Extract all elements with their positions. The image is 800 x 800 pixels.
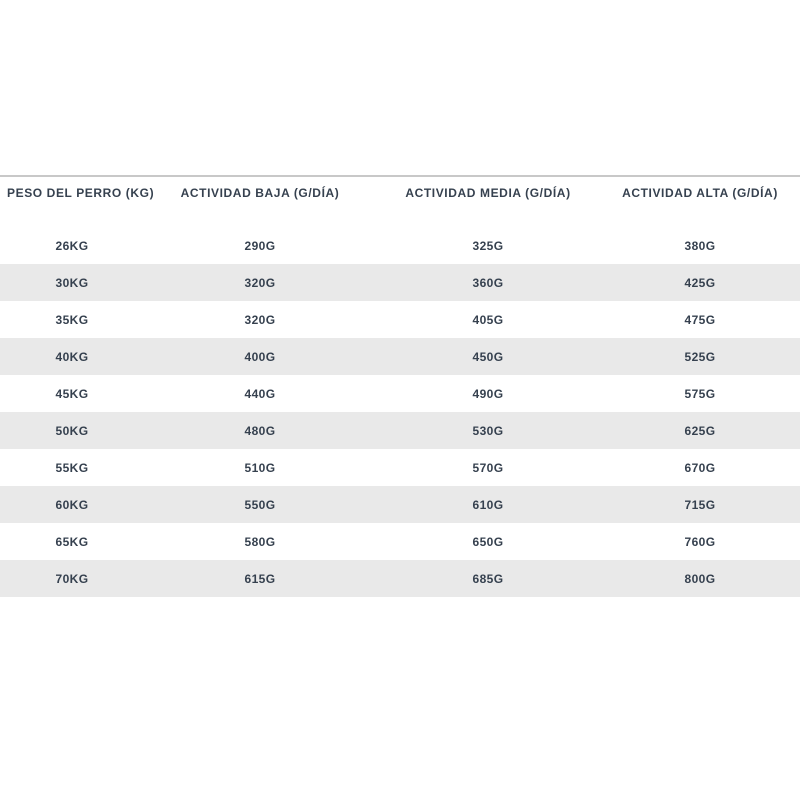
feeding-guide-table-container [0, 175, 800, 597]
table-cell: 670G [600, 449, 800, 486]
table-cell: 320G [144, 301, 376, 338]
header-cell: ACTIVIDAD ALTA (G/DÍA) [600, 176, 800, 227]
table-cell: 360G [376, 264, 600, 301]
table-cell: 475G [600, 301, 800, 338]
table-row [0, 264, 800, 301]
table-cell: 26KG [0, 227, 144, 264]
table-cell: 55KG [0, 449, 144, 486]
table-cell: 65KG [0, 523, 144, 560]
table-cell: 40KG [0, 338, 144, 375]
table-cell: 490G [376, 375, 600, 412]
table-cell: 440G [144, 375, 376, 412]
table-cell: 320G [144, 264, 376, 301]
feeding-guide-table [0, 175, 800, 597]
table-row [0, 523, 800, 560]
header-cell: PESO DEL PERRO (KG) [0, 176, 144, 227]
table-cell: 425G [600, 264, 800, 301]
table-cell: 450G [376, 338, 600, 375]
table-cell: 550G [144, 486, 376, 523]
table-row [0, 560, 800, 597]
table-cell: 625G [600, 412, 800, 449]
table-cell: 615G [144, 560, 376, 597]
table-cell: 610G [376, 486, 600, 523]
table-cell: 405G [376, 301, 600, 338]
table-cell: 530G [376, 412, 600, 449]
header-cell: ACTIVIDAD BAJA (G/DÍA) [144, 176, 376, 227]
table-cell: 30KG [0, 264, 144, 301]
table-row [0, 449, 800, 486]
table-body [0, 227, 800, 597]
table-cell: 60KG [0, 486, 144, 523]
table-row [0, 338, 800, 375]
table-cell: 570G [376, 449, 600, 486]
table-cell: 380G [600, 227, 800, 264]
table-row [0, 301, 800, 338]
table-cell: 650G [376, 523, 600, 560]
table-cell: 45KG [0, 375, 144, 412]
table-cell: 70KG [0, 560, 144, 597]
table-row [0, 412, 800, 449]
table-cell: 35KG [0, 301, 144, 338]
header-cell: ACTIVIDAD MEDIA (G/DÍA) [376, 176, 600, 227]
table-row [0, 227, 800, 264]
table-cell: 290G [144, 227, 376, 264]
table-cell: 800G [600, 560, 800, 597]
table-cell: 715G [600, 486, 800, 523]
table-cell: 480G [144, 412, 376, 449]
table-cell: 325G [376, 227, 600, 264]
table-cell: 400G [144, 338, 376, 375]
table-header [0, 176, 800, 227]
table-cell: 580G [144, 523, 376, 560]
table-cell: 510G [144, 449, 376, 486]
table-cell: 525G [600, 338, 800, 375]
table-cell: 685G [376, 560, 600, 597]
table-header-row [0, 176, 800, 227]
table-cell: 575G [600, 375, 800, 412]
table-row [0, 375, 800, 412]
table-row [0, 486, 800, 523]
table-cell: 760G [600, 523, 800, 560]
table-cell: 50KG [0, 412, 144, 449]
